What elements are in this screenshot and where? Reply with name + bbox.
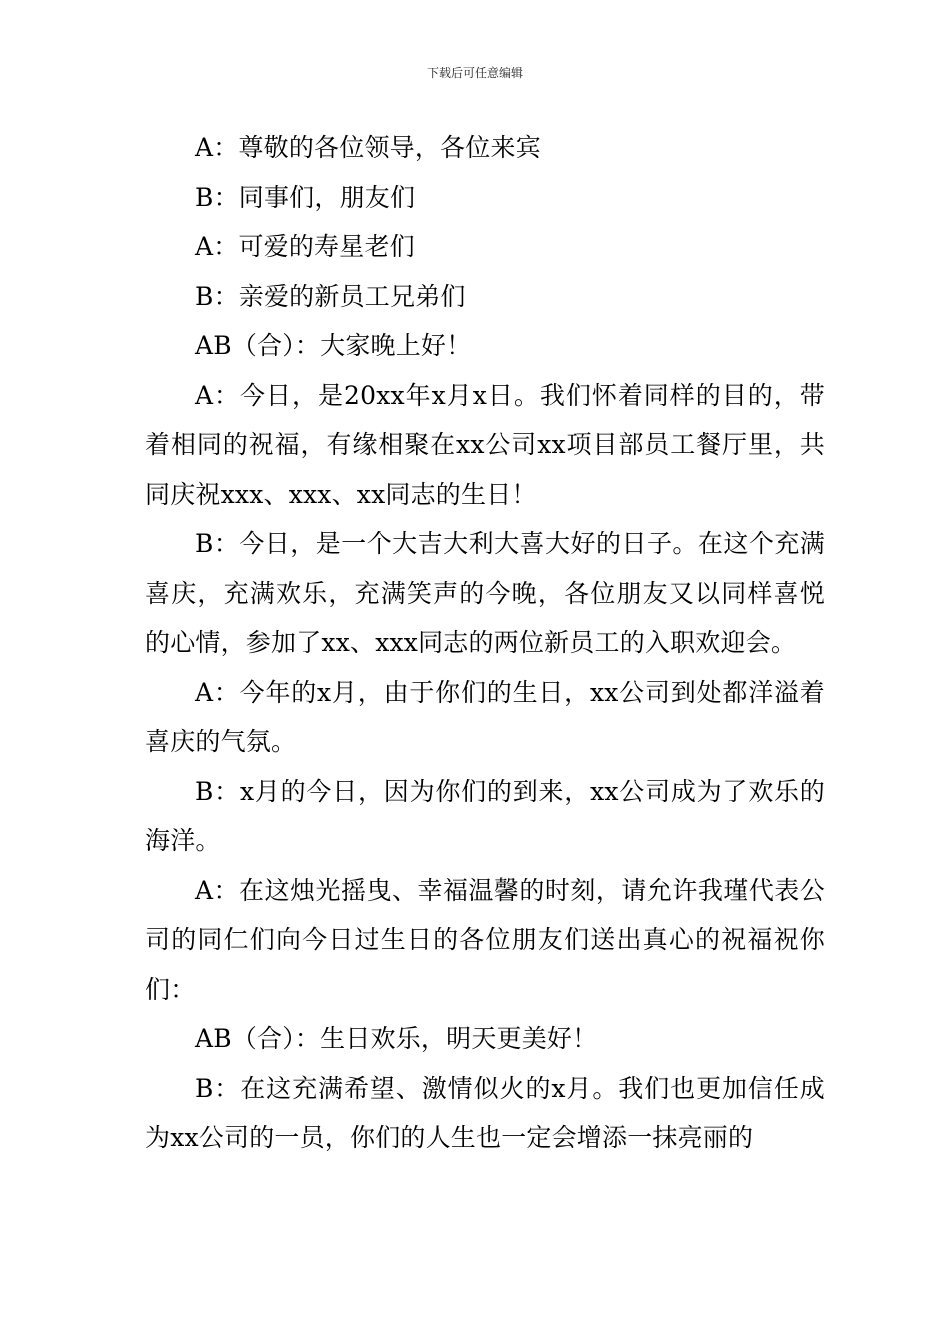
paragraph: AB（合）：大家晚上好！ (195, 331, 472, 360)
paragraph: AB（合）：生日欢乐，明天更美好！ (195, 1024, 598, 1053)
paragraph: A：在这烛光摇曳、幸福温馨的时刻，请允许我瑾代表公司的同仁们向今日过生日的各位朋友们送出真心的祝福祝你们： (145, 875, 825, 1004)
page-header: 下载后可任意编辑 (426, 66, 523, 80)
paragraph: B：同事们，朋友们 (195, 182, 416, 212)
paragraph: A：今日，是20xx年x月x日。我们怀着同样的目的，带着相同的祝福，有缘相聚在xx公司xx项目部员工餐厅里，共同庆祝xxx、xxx、xx同志的生日！ (145, 380, 825, 509)
paragraph: B：在这充满希望、激情似火的x月。我们也更加信任成为xx公司的一员，你们的人生也一定会增添一抹亮丽的 (145, 1073, 825, 1152)
paragraph: B：今日，是一个大吉大利大喜大好的日子。在这个充满喜庆，充满欢乐，充满笑声的今晚，各位朋友又以同样喜悦的心情，参加了xx、xxx同志的两位新员工的入职欢迎会。 (145, 529, 825, 657)
paragraph: A：今年的x月，由于你们的生日，xx公司到处都洋溢着喜庆的气氛。 (145, 677, 825, 756)
paragraph: B：亲爱的新员工兄弟们 (195, 281, 466, 311)
paragraph: B：x月的今日，因为你们的到来，xx公司成为了欢乐的海洋。 (145, 776, 825, 855)
paragraph: A：可爱的寿星老们 (195, 232, 415, 261)
paragraph: A：尊敬的各位领导，各位来宾 (195, 133, 541, 162)
document-body (145, 123, 825, 1163)
